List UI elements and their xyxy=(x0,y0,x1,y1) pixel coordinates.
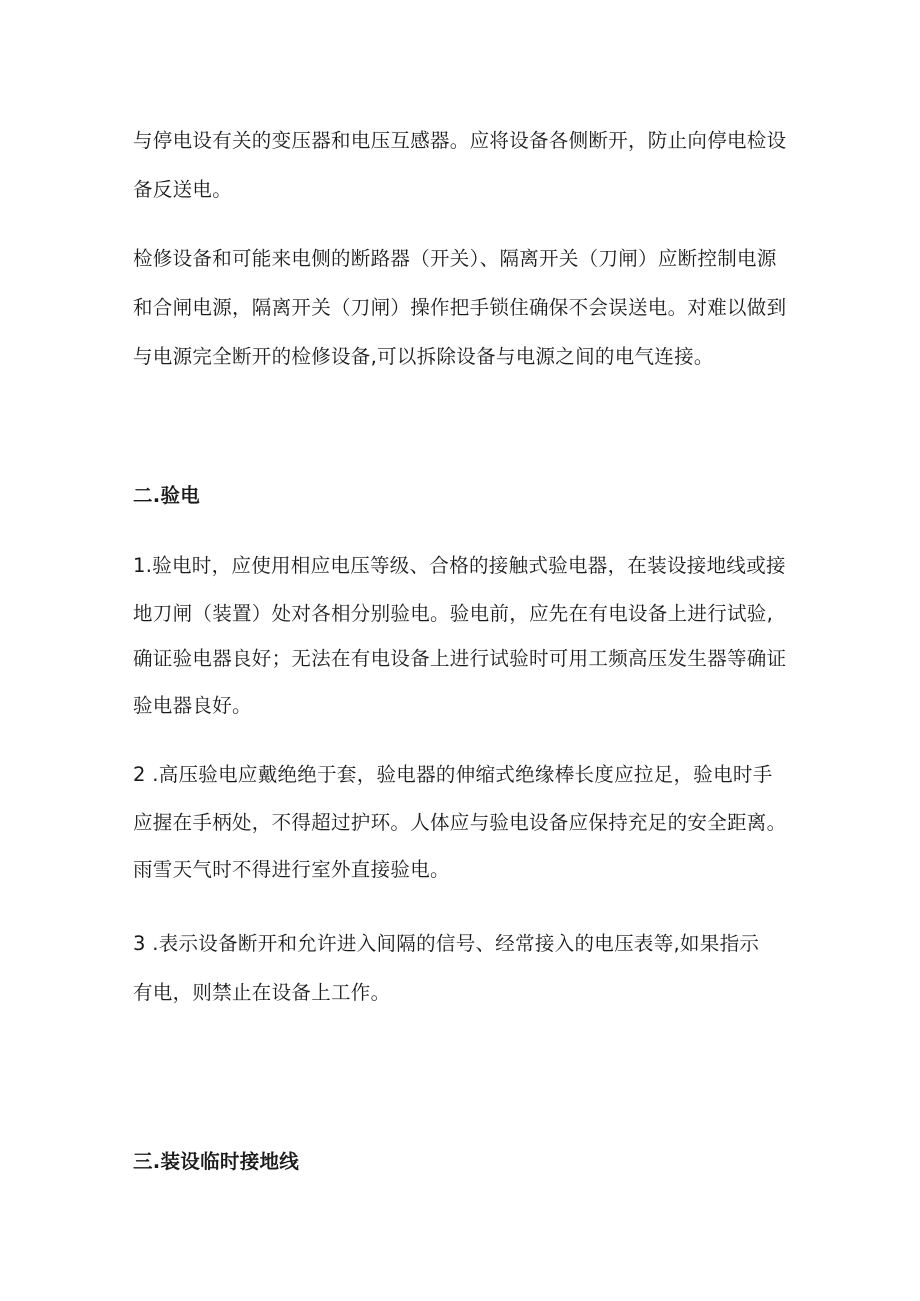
section-heading-temporary-grounding: 三.装设临时接地线 xyxy=(133,1150,300,1173)
paragraph-2-line-2: 和合闸电源，隔离开关（刀闸）操作把手锁住确保不会误送电。对难以做到 xyxy=(133,296,787,319)
paragraph-4-line-2: 应握在手柄处，不得超过护环。人体应与验电设备应保持充足的安全距离。 xyxy=(133,811,787,834)
paragraph-2-line-3: 与电源完全断开的检修设备,可以拆除设备与电源之间的电气连接。 xyxy=(133,345,714,368)
paragraph-4-line-3: 雨雪天气时不得进行室外直接验电。 xyxy=(133,858,450,881)
paragraph-3-line-1: 1.验电时，应使用相应电压等级、合格的接触式验电器，在装设接地线或接 xyxy=(133,554,786,577)
paragraph-3-line-2: 地刀闸（装置）处对各相分别验电。验电前，应先在有电设备上进行试验, xyxy=(133,602,774,625)
paragraph-1-line-2: 备反送电。 xyxy=(133,178,233,201)
paragraph-5-line-2: 有电，则禁止在设备上工作。 xyxy=(133,981,391,1004)
paragraph-3-line-3: 确证验电器良好；无法在有电设备上进行试验时可用工频高压发生器等确证 xyxy=(133,647,787,670)
paragraph-3-line-4: 验电器良好。 xyxy=(133,694,252,717)
paragraph-4-line-1: 2 .高压验电应戴绝绝于套，验电器的伸缩式绝缘棒长度应拉足，验电时手 xyxy=(133,763,773,786)
paragraph-2-line-1: 检修设备和可能来电侧的断路器（开关）、隔离开关（刀闸）应断控制电源 xyxy=(133,247,777,270)
paragraph-5-line-1: 3 .表示设备断开和允许进入间隔的信号、经常接入的电压表等,如果指示 xyxy=(133,932,760,955)
paragraph-1-line-1: 与停电设有关的变压器和电压互感器。应将设备各侧断开，防止向停电检设 xyxy=(133,129,787,152)
section-heading-verify-electricity: 二.验电 xyxy=(133,484,201,507)
